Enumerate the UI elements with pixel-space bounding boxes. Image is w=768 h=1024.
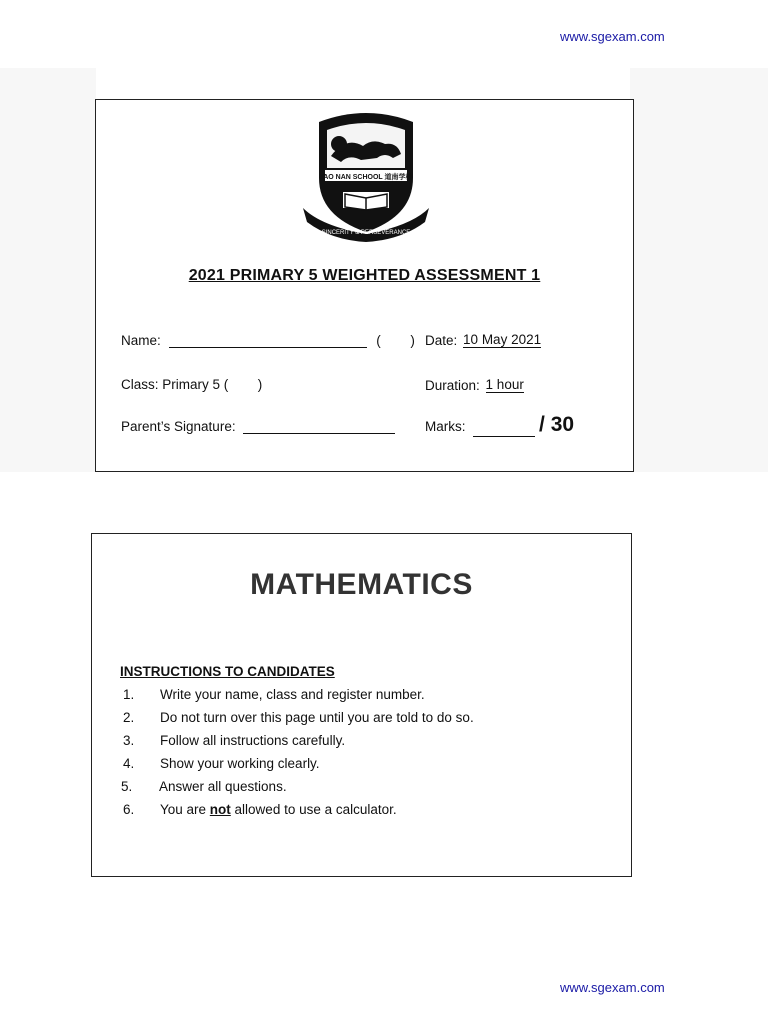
svg-text:SINCERITY & PERSEVERANCE: SINCERITY & PERSEVERANCE bbox=[321, 230, 411, 236]
marks-blank[interactable] bbox=[473, 436, 535, 437]
signature-label: Parent’s Signature: bbox=[121, 419, 236, 434]
date-field-row bbox=[425, 332, 541, 348]
date-label: Date: bbox=[425, 333, 458, 348]
school-crest-logo bbox=[301, 108, 431, 243]
instruction-item bbox=[120, 756, 580, 779]
date-value: 10 May 2021 bbox=[463, 332, 542, 347]
svg-text:TAO NAN SCHOOL 道南学校: TAO NAN SCHOOL 道南学校 bbox=[319, 174, 413, 181]
instruction-text-after: allowed to use a calculator. bbox=[230, 802, 397, 817]
instruction-item bbox=[120, 802, 580, 825]
scan-shadow-left bbox=[0, 68, 96, 472]
instruction-text: Write your name, class and register number. bbox=[160, 687, 425, 702]
signature-blank[interactable] bbox=[243, 433, 395, 434]
duration-value: 1 hour bbox=[485, 377, 524, 392]
register-paren-open: ( bbox=[376, 333, 381, 348]
instruction-item bbox=[120, 733, 580, 756]
cover-box bbox=[95, 99, 634, 472]
name-blank[interactable] bbox=[169, 347, 367, 348]
class-field-row bbox=[121, 377, 262, 392]
marks-field-row bbox=[425, 413, 574, 437]
instructions-list bbox=[120, 687, 580, 825]
marks-label: Marks: bbox=[425, 419, 466, 434]
assessment-title: 2021 PRIMARY 5 WEIGHTED ASSESSMENT 1 bbox=[188, 267, 541, 284]
instructions-heading: INSTRUCTIONS TO CANDIDATES bbox=[120, 664, 335, 679]
website-url-top[interactable]: www.sgexam.com bbox=[560, 29, 665, 44]
name-label: Name: bbox=[121, 333, 161, 348]
instruction-number: 4. bbox=[123, 756, 135, 771]
website-url-bottom[interactable]: www.sgexam.com bbox=[560, 980, 665, 995]
instruction-number: 1. bbox=[123, 687, 135, 702]
instruction-text-before: You are bbox=[160, 802, 210, 817]
duration-label: Duration: bbox=[425, 378, 480, 393]
class-paren-close: ) bbox=[257, 377, 263, 392]
instructions-box bbox=[91, 533, 632, 877]
instruction-text-emphasis: not bbox=[209, 802, 231, 817]
instruction-number: 5. bbox=[121, 779, 133, 794]
instruction-item bbox=[120, 779, 580, 802]
subject-title: MATHEMATICS bbox=[250, 568, 473, 601]
instruction-number: 3. bbox=[123, 733, 135, 748]
instruction-text: Show your working clearly. bbox=[160, 756, 320, 771]
duration-field-row bbox=[425, 377, 524, 393]
instruction-text bbox=[160, 802, 397, 817]
instruction-number: 6. bbox=[123, 802, 135, 817]
instruction-item bbox=[120, 710, 580, 733]
signature-field-row bbox=[121, 419, 395, 434]
class-label: Class: Primary 5 ( bbox=[121, 377, 229, 392]
instruction-number: 2. bbox=[123, 710, 135, 725]
instruction-text: Do not turn over this page until you are told to do so. bbox=[160, 710, 474, 725]
instruction-item bbox=[120, 687, 580, 710]
instruction-text: Follow all instructions carefully. bbox=[160, 733, 346, 748]
instruction-text: Answer all questions. bbox=[159, 779, 287, 794]
register-paren-close: ) bbox=[410, 333, 415, 348]
marks-total: / 30 bbox=[539, 413, 575, 436]
scan-shadow-right bbox=[630, 68, 768, 472]
name-field-row bbox=[121, 333, 415, 348]
